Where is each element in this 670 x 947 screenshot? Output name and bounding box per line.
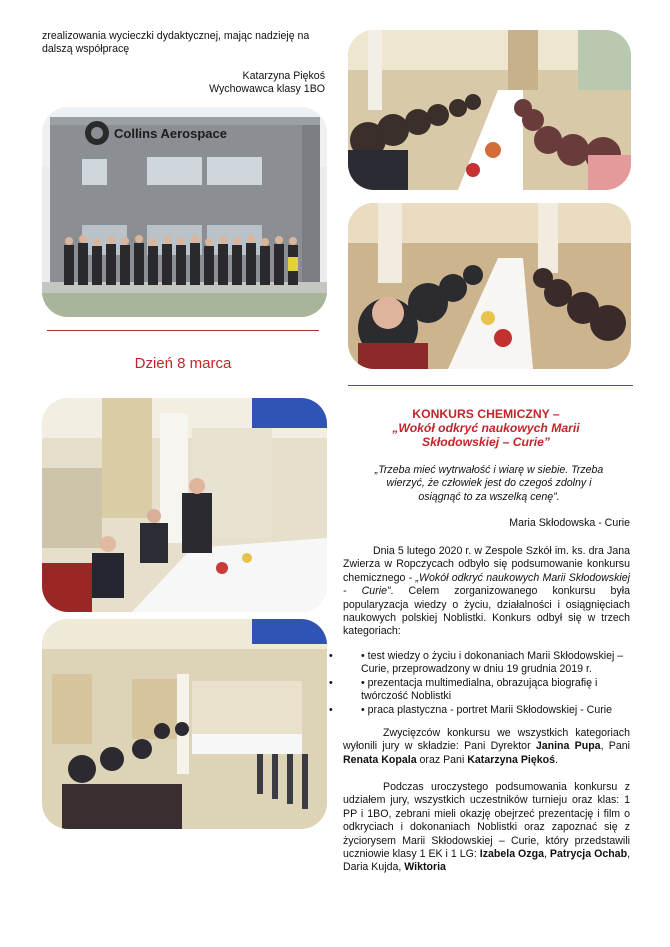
presenter-1: Izabela Ozga [479, 848, 544, 861]
contest-categories [329, 650, 633, 717]
contest-title [352, 407, 620, 449]
photo-banquet-1 [348, 30, 631, 190]
presenter-2: Patrycja Ochab [549, 848, 628, 861]
contest-title-line2: „Wokół odkryć naukowych Marii [392, 421, 580, 435]
contest-paragraph-ceremony: Podczas uroczystego podsumowania konkursu z udziałem jury, wszystkich uczestników turnieju oraz klas: 1 PP i 1BO, zebrani mieli okazję obejrzeć prezentację i film o odkryciach i dokonaniach Noblistki oraz zapoznać się z życiorysem Marii Skłodowskiej – Curie, który przedstawili uczniowie klasy 1 EK i 1 LG: Izabela Ozga, Patrycja Ochab, Daria Kujda, Wiktoria [343, 781, 631, 874]
bullet-icon: • [329, 676, 333, 689]
intro-text-b: . Celem zorganizowanego konkursu była popularyzacja wiedzy o życiu, działalności i osiągnięciach naukowych polskiej Noblistki. Konkurs odbył się w trzech kategoriach: [343, 585, 630, 638]
jury-member-3: Katarzyna Piękoś [467, 753, 555, 766]
photo-collins-building [42, 107, 327, 317]
building-sign-text: Collins Aerospace [114, 126, 227, 141]
contest-paragraph-intro [343, 545, 630, 639]
presenter-3: Wiktoria [404, 861, 446, 874]
category-item: • • praca plastyczna - portret Marii Skłodowskiej - Curie [329, 703, 612, 716]
photo-hall [42, 619, 327, 829]
jury-member-2: Renata Kopala [343, 753, 417, 766]
divider-right [348, 385, 633, 386]
signature-name: Katarzyna Piękoś [242, 70, 325, 82]
jury-member-1: Janina Pupa [535, 740, 601, 753]
photo-speech [42, 398, 327, 612]
section-day-title: Dzień 8 marca [134, 355, 232, 372]
continuation-text: zrealizowania wycieczki dydaktycznej, mając nadzieję na dalszą współpracę [42, 30, 310, 56]
divider-left [47, 330, 319, 331]
category-item: • • prezentacja multimedialna, obrazująca biografię i twórczość Noblistki [329, 676, 598, 703]
bullet-icon: • [329, 703, 333, 716]
intro-text-a: Dnia 5 lutego 2020 r. w Zespole Szkół im. ks. dra Jana Zwierza w Ropczycach odbyło się podsumowanie konkursu chemicznego - [343, 545, 630, 584]
signature-role: Wychowawca klasy 1BO [209, 83, 325, 95]
contest-title-line1: KONKURS CHEMICZNY – [412, 407, 560, 421]
intro-contest-name: „Wokół odkryć naukowych Marii Skłodowskiej - Curie” [343, 571, 630, 598]
category-item: • • test wiedzy o życiu i dokonaniach Marii Skłodowskiej – Curie, przeprowadzony w dniu 19 grudnia 2019 r. [329, 650, 624, 676]
contest-quote: „Trzeba mieć wytrwałość i wiarę w siebie. Trzeba wierzyć, że człowiek jest do czegoś zdolny i osiągnąć to za wszelką cenę”. [374, 464, 604, 503]
contest-title-line3: Skłodowskiej – Curie” [421, 435, 550, 449]
contest-quote-author: Maria Skłodowska - Curie [509, 517, 630, 529]
contest-paragraph-jury: Zwycięzców konkursu we wszystkich kategoriach wyłonili jury w składzie: Pani Dyrektor Janina Pupa, Pani Renata Kopala oraz Pani Katarzyna Piękoś. [343, 727, 630, 766]
photo-banquet-2 [348, 203, 631, 369]
bullet-icon: • [329, 650, 333, 662]
